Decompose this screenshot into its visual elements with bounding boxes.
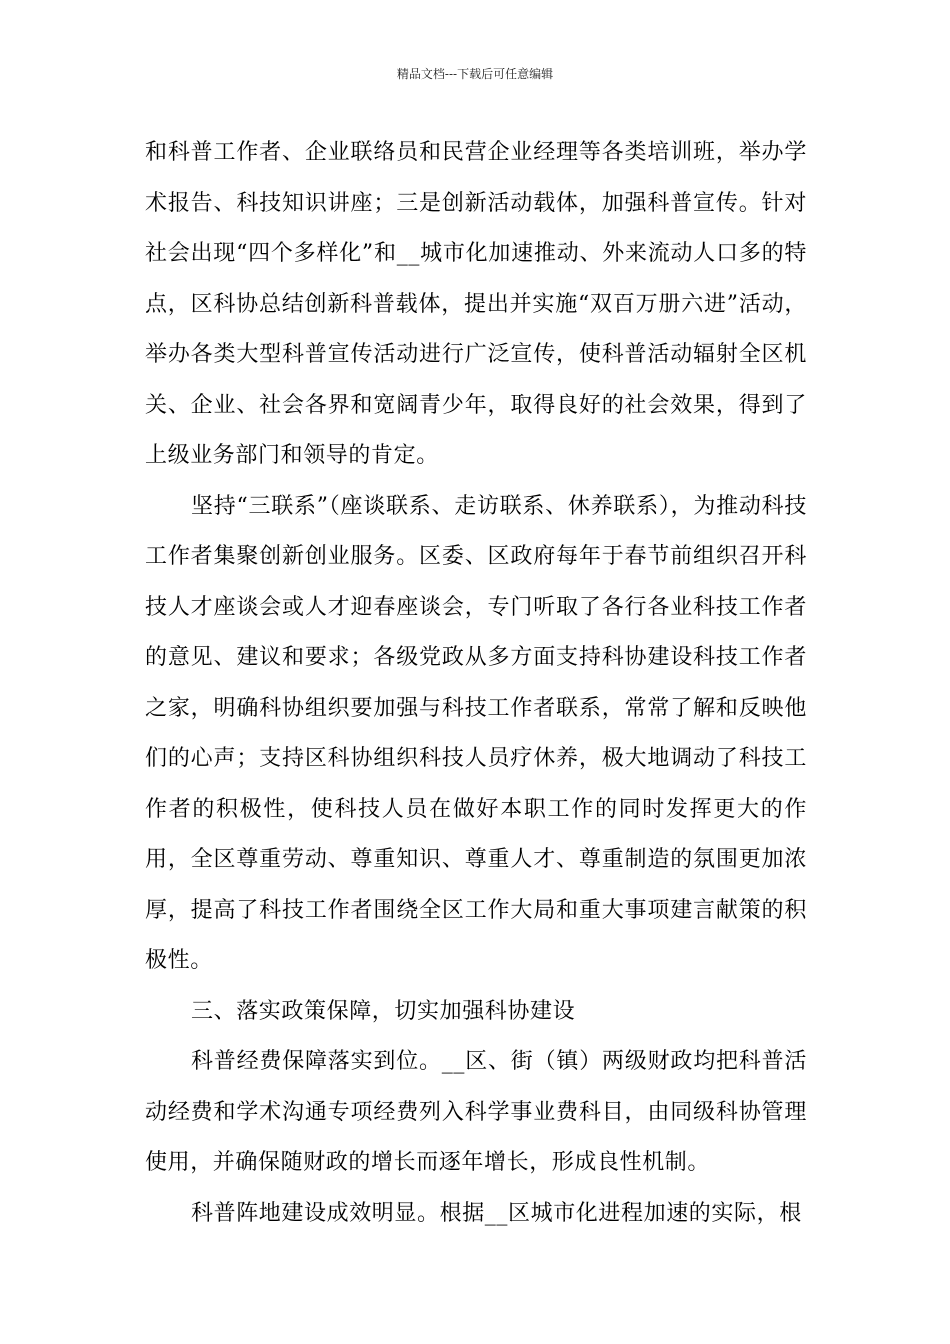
paragraph-three-contacts: 坚持“三联系”（座谈联系、走访联系、休养联系），为推动科技工作者集聚创新创业服务。区委、区政府每年于春节前组织召开科技人才座谈会或人才迎春座谈会，专门听取了各行各业科技工作者的意见、建议和要求；各级党政从多方面支持科协建设科技工作者之家，明确科协组织要加强与科技工作者联系，常常了解和反映他们的心声；支持区科协组织科技人员疗休养，极大地调动了科技工作者的积极性，使科技人员在做好本职工作的同时发挥更大的作用，全区尊重劳动、尊重知识、尊重人才、尊重制造的氛围更加浓厚，提高了科技工作者围绕全区工作大局和重大事项建言献策的积极性。 <box>145 493 807 973</box>
section-heading: 三、落实政策保障，切实加强科协建设 <box>191 998 576 1024</box>
paragraph-base-construction: 科普阵地建设成效明显。根据__区城市化进程加速的实际，根 <box>191 1200 802 1226</box>
page-header: 精品文档---下载后可任意编辑 <box>396 67 554 81</box>
paragraph-funding: 科普经费保障落实到位。__区、街（镇）两级财政均把科普活动经费和学术沟通专项经费列入科学事业费科目，由同级科协管理使用，并确保随财政的增长而逐年增长，形成良性机制。 <box>145 1049 807 1175</box>
paragraph-continuation: 和科普工作者、企业联络员和民营企业经理等各类培训班，举办学术报告、科技知识讲座；三是创新活动载体，加强科普宣传。针对社会出现“四个多样化”和__城市化加速推动、外来流动人口多的特点，区科协总结创新科普载体，提出并实施“双百万册六进”活动，举办各类大型科普宣传活动进行广泛宣传，使科普活动辐射全区机关、企业、社会各界和宽阔青少年，取得良好的社会效果，得到了上级业务部门和领导的肯定。 <box>145 140 807 468</box>
document-body <box>145 128 807 1239</box>
